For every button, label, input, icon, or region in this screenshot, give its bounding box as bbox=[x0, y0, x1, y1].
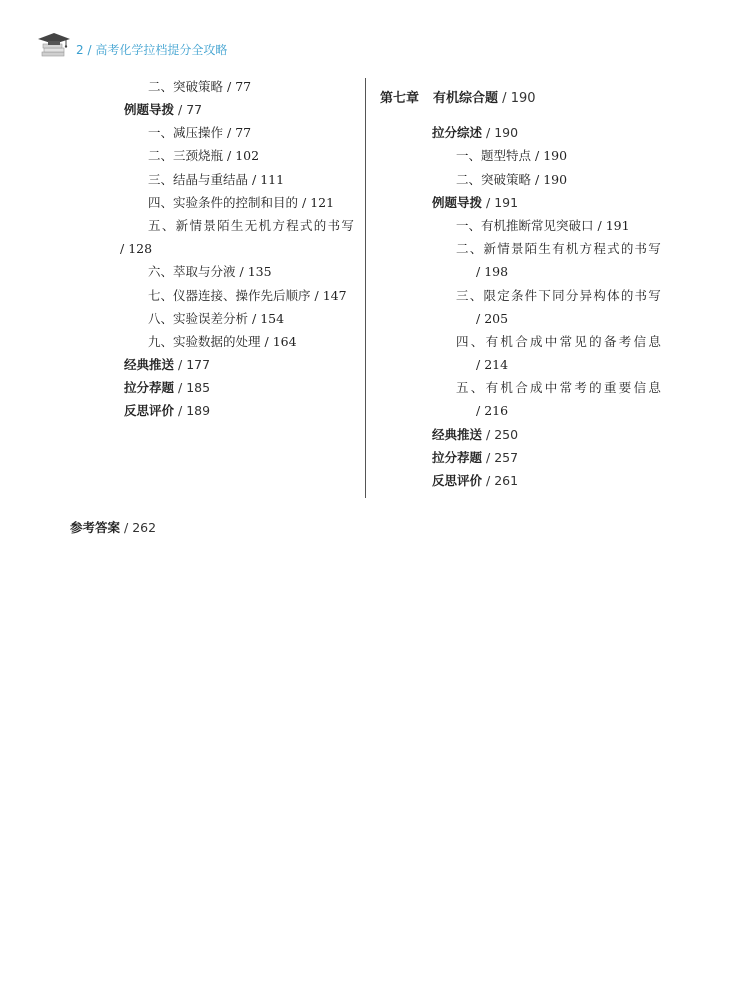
entry-label bbox=[456, 334, 661, 350]
entry-separator: / bbox=[248, 172, 261, 187]
entry-char: 考 bbox=[618, 334, 632, 349]
toc-entry[interactable] bbox=[148, 172, 284, 188]
toc-section[interactable] bbox=[124, 403, 210, 419]
entry-page: 250 bbox=[494, 427, 519, 442]
entry-char: 、 bbox=[469, 241, 483, 256]
entry-char: 常 bbox=[559, 334, 573, 349]
toc-entry[interactable] bbox=[148, 288, 347, 304]
entry-char: 成 bbox=[529, 334, 543, 349]
entry-char: 重 bbox=[603, 380, 617, 395]
entry-separator: / bbox=[476, 311, 485, 326]
entry-separator: / bbox=[498, 91, 511, 106]
entry-page: 214 bbox=[484, 357, 509, 372]
entry-separator: / bbox=[593, 218, 606, 233]
entry-char: 信 bbox=[633, 380, 647, 395]
entry-page: 191 bbox=[494, 195, 519, 210]
entry-page: 189 bbox=[186, 403, 211, 418]
entry-page: 190 bbox=[510, 91, 536, 106]
entry-label bbox=[148, 218, 354, 234]
toc-entry-wrapped[interactable] bbox=[456, 241, 661, 257]
section-label: 拉分荐题 bbox=[432, 450, 483, 465]
toc-section[interactable] bbox=[124, 102, 202, 118]
entry-separator: / bbox=[482, 195, 495, 210]
entry-separator: / bbox=[310, 288, 323, 303]
entry-label: 二、突破策略 bbox=[148, 79, 224, 94]
entry-page: 261 bbox=[494, 473, 519, 488]
answers-label: 参考答案 bbox=[70, 520, 121, 535]
entry-page: 77 bbox=[186, 102, 203, 117]
entry-char: 的 bbox=[620, 288, 634, 303]
entry-char: 、 bbox=[470, 334, 484, 349]
graduation-cap-books-icon bbox=[36, 32, 72, 60]
entry-char: 写 bbox=[648, 241, 661, 256]
entry-char: 构 bbox=[593, 288, 606, 303]
entry-page: 164 bbox=[272, 334, 297, 349]
entry-label: 四、实验条件的控制和目的 bbox=[148, 195, 299, 210]
entry-page: 257 bbox=[494, 450, 519, 465]
column-divider bbox=[365, 78, 366, 498]
entry-char: 程 bbox=[593, 241, 606, 256]
section-label: 拉分荐题 bbox=[124, 380, 175, 395]
entry-separator: / bbox=[248, 311, 261, 326]
entry-char: 方 bbox=[579, 241, 593, 256]
entry-char: 四 bbox=[456, 334, 469, 349]
entry-char: 新 bbox=[175, 218, 189, 233]
toc-entry-wrapped[interactable] bbox=[456, 288, 661, 304]
entry-char: 考 bbox=[574, 380, 587, 395]
toc-section[interactable] bbox=[432, 450, 518, 466]
toc-entry[interactable] bbox=[148, 79, 251, 95]
entry-separator: / bbox=[223, 148, 236, 163]
entry-page: 191 bbox=[605, 218, 630, 233]
chapter-number: 第七章 bbox=[380, 91, 420, 106]
entry-label: 九、实验数据的处理 bbox=[148, 334, 261, 349]
header-page-number: 2 bbox=[76, 43, 84, 57]
entry-label bbox=[456, 241, 661, 257]
toc-entry-wrapped[interactable] bbox=[456, 380, 661, 396]
entry-char: 景 bbox=[510, 241, 524, 256]
entry-separator: / bbox=[298, 195, 311, 210]
entry-char: 分 bbox=[565, 288, 579, 303]
entry-page: 154 bbox=[260, 311, 285, 326]
entry-page: 216 bbox=[484, 403, 509, 418]
entry-page: 121 bbox=[310, 195, 335, 210]
entry-char: 常 bbox=[559, 380, 573, 395]
entry-char: 见 bbox=[574, 334, 587, 349]
entry-char: 机 bbox=[565, 241, 579, 256]
entry-char: 书 bbox=[634, 288, 648, 303]
entry-char: 有 bbox=[485, 380, 499, 395]
entry-char: 机 bbox=[258, 218, 272, 233]
entry-separator: / bbox=[531, 172, 544, 187]
entry-separator: / bbox=[223, 125, 236, 140]
entry-label: 一、题型特点 bbox=[456, 148, 532, 163]
entry-char: 新 bbox=[483, 241, 496, 256]
entry-char: 条 bbox=[510, 288, 524, 303]
entry-separator: / bbox=[120, 241, 129, 256]
entry-page: 190 bbox=[543, 148, 568, 163]
entry-separator: / bbox=[482, 125, 495, 140]
toc-section[interactable] bbox=[124, 380, 210, 396]
entry-char: 有 bbox=[552, 241, 565, 256]
entry-char: 式 bbox=[607, 241, 620, 256]
entry-page: 77 bbox=[235, 79, 252, 94]
chapter-title: 有机综合题 bbox=[433, 91, 499, 106]
entry-separator: / bbox=[120, 520, 133, 535]
entry-separator: / bbox=[174, 403, 187, 418]
entry-char: 机 bbox=[500, 334, 513, 349]
entry-char: 陌 bbox=[217, 218, 230, 233]
entry-char: 合 bbox=[515, 334, 528, 349]
entry-page: 135 bbox=[247, 264, 272, 279]
toc-answers[interactable] bbox=[70, 520, 156, 536]
entry-char: 中 bbox=[544, 380, 558, 395]
toc-entry[interactable] bbox=[456, 148, 567, 164]
entry-separator: / bbox=[482, 450, 495, 465]
entry-char: 书 bbox=[327, 218, 341, 233]
toc-entry[interactable] bbox=[148, 125, 251, 141]
toc-section[interactable] bbox=[432, 195, 518, 211]
entry-char: 同 bbox=[552, 288, 565, 303]
entry-char: 五 bbox=[456, 380, 469, 395]
toc-entry-continuation[interactable] bbox=[476, 311, 509, 327]
section-label: 经典推送 bbox=[124, 357, 175, 372]
entry-char: 情 bbox=[497, 241, 510, 256]
entry-char: 生 bbox=[230, 218, 244, 233]
toc-section[interactable] bbox=[124, 357, 210, 373]
entry-char: 异 bbox=[579, 288, 593, 303]
section-label: 反思评价 bbox=[432, 473, 483, 488]
entry-page: 111 bbox=[260, 172, 285, 187]
entry-char: 景 bbox=[203, 218, 216, 233]
entry-char: 、 bbox=[469, 288, 483, 303]
entry-char: 信 bbox=[633, 334, 647, 349]
entry-label: 一、有机推断常见突破口 bbox=[456, 218, 594, 233]
entry-label: 七、仪器连接、操作先后顺序 bbox=[148, 288, 311, 303]
entry-char: 、 bbox=[470, 380, 484, 395]
toc-entry[interactable] bbox=[456, 218, 630, 234]
toc-entry[interactable] bbox=[148, 334, 297, 350]
entry-page: 77 bbox=[235, 125, 252, 140]
entry-separator: / bbox=[476, 403, 485, 418]
header-book-title: 高考化学拉档提分全攻略 bbox=[95, 43, 228, 57]
toc-entry[interactable] bbox=[456, 172, 567, 188]
entry-separator: / bbox=[260, 334, 273, 349]
section-label: 反思评价 bbox=[124, 403, 175, 418]
entry-page: 262 bbox=[132, 520, 157, 535]
entry-char: 合 bbox=[515, 380, 528, 395]
entry-page: 185 bbox=[186, 380, 211, 395]
toc-entry[interactable] bbox=[148, 311, 284, 327]
entry-char: 五 bbox=[148, 218, 161, 233]
entry-char: 无 bbox=[244, 218, 258, 233]
toc-entry-continuation[interactable] bbox=[476, 403, 509, 419]
toc-entry-continuation[interactable] bbox=[476, 357, 509, 373]
entry-separator: / bbox=[223, 79, 236, 94]
entry-page: 190 bbox=[543, 172, 568, 187]
entry-page: 177 bbox=[186, 357, 211, 372]
entry-char: 机 bbox=[500, 380, 513, 395]
toc-entry-wrapped[interactable] bbox=[148, 218, 354, 234]
entry-char: 体 bbox=[607, 288, 620, 303]
entry-separator: / bbox=[174, 380, 187, 395]
toc-section[interactable] bbox=[432, 427, 518, 443]
toc-entry-continuation[interactable] bbox=[476, 264, 509, 280]
section-label: 例题导拨 bbox=[124, 102, 175, 117]
entry-separator: / bbox=[476, 357, 485, 372]
entry-char: 息 bbox=[648, 334, 661, 349]
toc-entry[interactable] bbox=[148, 264, 272, 280]
toc-entry-wrapped[interactable] bbox=[456, 334, 661, 350]
toc-section[interactable] bbox=[432, 473, 518, 489]
running-title bbox=[76, 41, 227, 58]
header-separator: / bbox=[83, 43, 96, 57]
toc-entry-continuation[interactable] bbox=[120, 241, 153, 257]
entry-char: 的 bbox=[313, 218, 327, 233]
entry-label: 二、突破策略 bbox=[456, 172, 532, 187]
toc-chapter[interactable] bbox=[380, 91, 536, 107]
toc-section[interactable] bbox=[432, 125, 518, 141]
toc-entry[interactable] bbox=[148, 148, 259, 164]
entry-separator: / bbox=[482, 473, 495, 488]
entry-char: 有 bbox=[485, 334, 499, 349]
entry-char: 书 bbox=[634, 241, 648, 256]
entry-label: 二、三颈烧瓶 bbox=[148, 148, 224, 163]
entry-char: 、 bbox=[161, 218, 175, 233]
entry-char: 成 bbox=[529, 380, 543, 395]
entry-char: 程 bbox=[286, 218, 299, 233]
entry-char: 的 bbox=[589, 334, 602, 349]
entry-char: 息 bbox=[648, 380, 661, 395]
entry-char: 生 bbox=[538, 241, 551, 256]
entry-char: 情 bbox=[189, 218, 202, 233]
entry-label: 三、结晶与重结晶 bbox=[148, 172, 249, 187]
entry-separator: / bbox=[174, 357, 187, 372]
entry-label bbox=[456, 380, 661, 396]
entry-page: 205 bbox=[484, 311, 509, 326]
entry-char: 中 bbox=[544, 334, 558, 349]
entry-char: 方 bbox=[272, 218, 285, 233]
entry-separator: / bbox=[174, 102, 187, 117]
entry-separator: / bbox=[476, 264, 485, 279]
entry-char: 限 bbox=[483, 288, 496, 303]
entry-label bbox=[456, 288, 661, 304]
entry-char: 的 bbox=[620, 241, 634, 256]
entry-char: 备 bbox=[603, 334, 617, 349]
entry-char: 三 bbox=[456, 288, 469, 303]
entry-char: 写 bbox=[648, 288, 661, 303]
section-label: 拉分综述 bbox=[432, 125, 483, 140]
entry-page: 102 bbox=[235, 148, 260, 163]
entry-page: 190 bbox=[494, 125, 519, 140]
entry-label: 六、萃取与分液 bbox=[148, 264, 236, 279]
entry-char: 定 bbox=[497, 288, 510, 303]
entry-page: 198 bbox=[484, 264, 509, 279]
entry-separator: / bbox=[235, 264, 248, 279]
section-label: 经典推送 bbox=[432, 427, 483, 442]
entry-label: 八、实验误差分析 bbox=[148, 311, 249, 326]
entry-char: 的 bbox=[589, 380, 602, 395]
entry-char: 写 bbox=[341, 218, 354, 233]
section-label: 例题导拨 bbox=[432, 195, 483, 210]
entry-page: 147 bbox=[322, 288, 347, 303]
entry-char: 要 bbox=[618, 380, 632, 395]
entry-separator: / bbox=[482, 427, 495, 442]
entry-char: 式 bbox=[299, 218, 313, 233]
toc-entry[interactable] bbox=[148, 195, 334, 211]
entry-label: 一、减压操作 bbox=[148, 125, 224, 140]
entry-char: 二 bbox=[456, 241, 469, 256]
entry-char: 陌 bbox=[524, 241, 538, 256]
entry-page: 128 bbox=[128, 241, 153, 256]
entry-char: 下 bbox=[538, 288, 551, 303]
entry-separator: / bbox=[531, 148, 544, 163]
entry-char: 件 bbox=[524, 288, 538, 303]
